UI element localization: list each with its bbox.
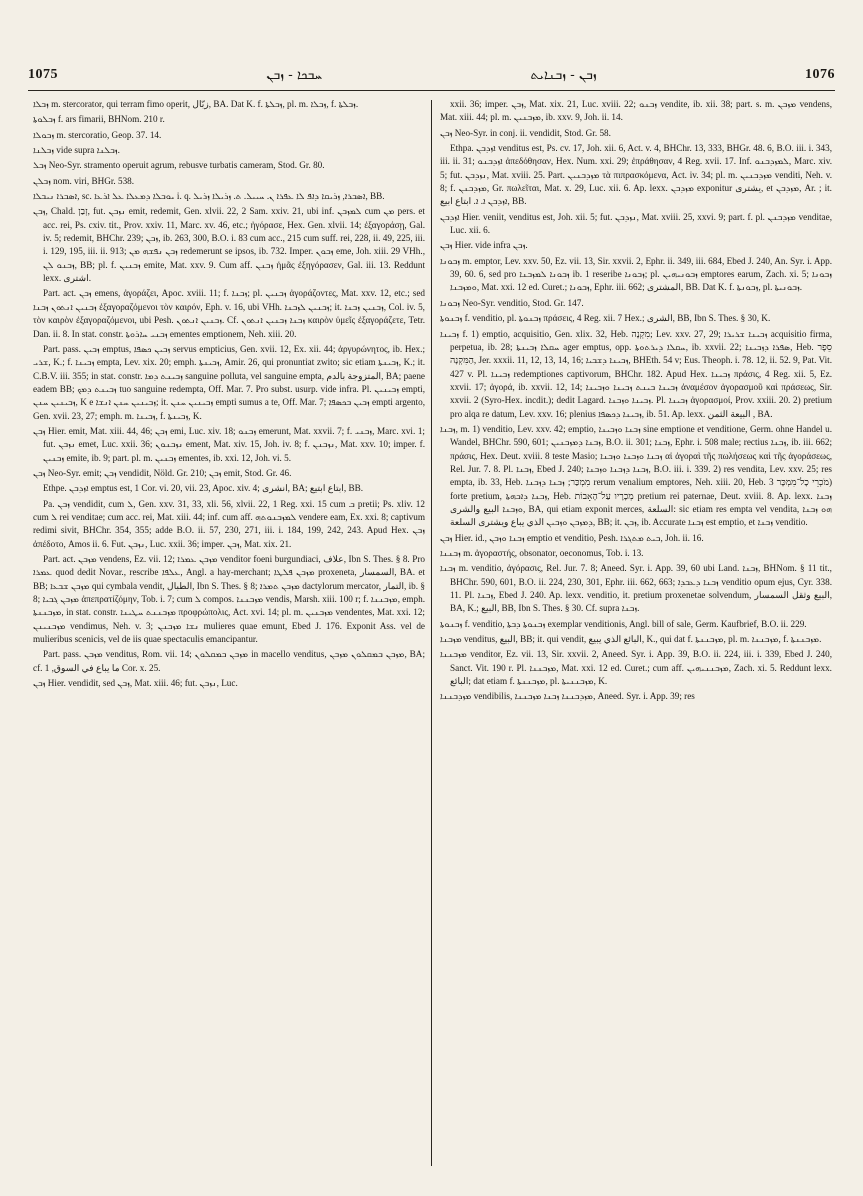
dictionary-entry: ܙܒܢܢܐ m. ἀγοραστής, obsonator, oeconomus, Tob. i. 13. <box>440 548 644 558</box>
dictionary-entry: ܙܒܢ Neo-Syr. emit; ܙܒܢ vendidit, Nöld. Gr. 210; ܙܒܢ emit, Stod. Gr. 46. <box>33 467 292 478</box>
dictionary-subentry: Part. act. ܡܙܒܢ vendens, Ez. vii. 12; ܡܙܒܢ ܥܡܪܐ venditor foeni burgundiaci, علاف, Ibn S. Thes. § 8. Pro ܥܡܪܐ quod dedit Novar., rescribe ܥܠܦܐ, Angl. a hay-merchant; ܡܙܒܢ ܦܠܛܐ proxeneta, السمسار, BA. et BB; ܡܙܒܢ ܫܒܥܐ qui cymbala vendit, الطبال, Ibn S. Thes. § 8; ܡܙܒܢ ܬܡܪܐ dactylorum mercator, التمار, ib. § 8; ܡܙܒܢ ܓܒܝܐ ἀπεπρατίζόμην, Tob. i. 7; cum ܠ compos. ܡܙܒܢܢܐ vendis, Marsh. xiii. 100 r; f. ܡܙܒܢܢܐ, emph. ܡܙܒܢܢܬܐ, in stat. constr. ܡܙܒܢܢܬ ܚܛܝܢܐ προφρώπολις, Act. xvi. 14; pl. m. ܡܙܒܢܝܢ vendentes, Mat. xxi. 12; ܡܙܒܢܝܢܢ vendimus, Neh. v. 3; ܢܫܐ ܡܙܒܢܢ mulieres quae emunt, Ebed J. 176. Exponit Ass. vel de mulieribus scenicis, vel de iis quae spectaculis emancipantur. <box>33 554 425 645</box>
dictionary-entry: ܙܒܢ Neo-Syr. in conj. ii. vendidit, Stod. Gr. 58. <box>440 127 611 138</box>
dictionary-subentry: Ethpe. ܐܙܕܒܢ emptus est, 1 Cor. vi. 20, vii. 23, Apoc. xiv. 4; انشرى, BA; ابتاع ابتيع, BB. <box>43 483 364 494</box>
dictionary-entry: ܙܒܢ Hier. vendidit, sed ܙܒܢ, Mat. xiii. 46; fut. ܢܙܒܢ, Luc. <box>33 678 238 689</box>
dictionary-entry: ܙܒܠܘܬܐ f. ars fimarii, BHNom. 210 r. <box>33 114 165 125</box>
left-page-number: 1075 <box>28 67 58 82</box>
dictionary-entry: ܡܙܕܒܢܢܐ vendibilis, ܡܙܕܒܢܢܐ ܙܒܢܐ ܡܙܒܢܢܐ, Aneed. Syr. i. App. 39; res <box>440 691 695 702</box>
dictionary-subentry: xxii. 36; imper. ܙܒܢ, Mat. xix. 21, Luc. xviii. 22; ܙܒܢܘ vendite, ib. xii. 38; part. s. m. ܡܙܒܢ vendens, Mat. xiii. 44; pl. m. ܡܙܒܢܝܢ, ib. xxv. 9, Joh. ii. 14. <box>440 99 832 123</box>
right-page-number: 1076 <box>804 67 835 82</box>
right-column <box>440 98 832 1166</box>
dictionary-entry: ܡܙܒܢܢܐ venditor, Ez. vii. 13, Sir. xxvii. 2, Aneed. Syr. i. App. 39, B.O. ii. 224, iii. i. 339, Ebed J. 240, Sanct. Vit. 190 r. Pl. ܡܙܒܢܢܐ, Mat. xxi. 12 ed. Curet.; cum aff. ܡܙܒܢܢܝܗܝܢ, Zach. xi. 5. Reddunt lexx. البائع; dat etiam f. ܡܙܒܢܢܬܐ, pl. ܡܙܒܢܢܝܬܐ, K. <box>440 649 832 687</box>
page-header <box>28 60 835 91</box>
dictionary-entry: ܙܒܢ, Chald. זְבַן, fut. ܢܙܒܢ emit, redemit, Gen. xlvii. 22, 2 Sam. xxiv. 21, ubi inf. ܠܡܙܒܢ cum ܡܢ pers. et acc. rei, Ps. cxiv. tit., Prov. xxiv. 11, Marc. xv. 46, etc.; ἠγόρασε, Hex. Gen. xlvii. 14; ἐξαγοράσῃ, Gal. iv. 5; redemit, BHChr. 239; ܙܒܢ, ib. 263, 300, B.O. i. 83 cum acc., 215 cum suff. rei, 228, ii. 49, 225, iii. i. 129, 195, iii. ii. 913; ܙܒܢ ܢܦܫܗ ܡܢ redemerunt se ipsos, ib. 732. Imper. ܙܒܘܢ eme, Joh. xiii. 29 VHh., ܙܒܢܘ ܠܢ, BB; pl. f. ܙܒܢܝܢ emite, Mat. xxv. 9. Cum aff. ܙܒܢܢ ἡμᾶς ἐξηγόρασεν, Gal. iii. 13. Reddunt lexx. اشترى. <box>33 206 425 284</box>
dictionary-entry: ܙܒܢ Hier. id., ܙܒܢܐ ܘܙܒܢ emptio et venditio, Pesh. ܒܝܬ ܡܬܓܪܐ, Joh. ii. 16. <box>440 532 704 543</box>
left-column <box>33 98 425 1166</box>
dictionary-entry: ܙܒܠܢܐ vide supra ܙܒܠܢܐ. <box>33 145 120 156</box>
right-running-title: ܙܒܢ - ܙܒܢܐܝܬ <box>530 67 597 83</box>
dictionary-entry: ܙܒܢܐ, m. 1) venditio, Lev. xxv. 42; emptio, ܙܒܢܐ ܘܙܒܝܢܐ sine emptione et venditione, Germ. ohne Handel u. Wandel, BHChr. 590, 601; ܙܒܢܐ ܕܡܙܒܢܝܢ, B.O. ii. 301; ܙܒܢܐ, Ephr. i. 508 male; rectius ܙܒܢܐ, ib. iii. 662; πράσις, Hex. Deut. xviii. 8 teste Masio; ܙܒܢܐ ܘܙܒܢܐ ܘܙܒܢܐ αἱ ἀγοραὶ τῆς πωλήσεως καὶ τῆς ἀγοράσεως, Rel. Jur. 7. 8. Pl. ܙܒܢܐ, Ebed J. 240; ܙܒܢܐ ܕܙܒܢܐ ܘܙܒܢܐ, B.O. iii. i. 339. 2) res vendita, Lev. xxv. 25; res empta, ib. 33, Heb. מִמְכַּר; ܙܒܢܐ ܕܙܒܢܐ rerum venalium emptores, Neh. xiii. 20, Heb. מֹכְרֵי כָל־מִמְכָּר 3) forte pretium, ܙܒܢܐ ܕܐܒܗܬܐ, Heb. מְכָרָיו עַל־הָאָבוֹת pretium rei paternae, Deut. xviii. 8. Ap. lexx. ܙܒܢܐ ܘܙܒܢܐ البيع والشرى, BA, qui etiam exponit merces, السلعة: sic etiam res empta vel vendita, ܗܘ ܙܒܢܐ ܕܡܙܒܢ ܘܙܒܝܢ الذي يباع ويشترى السلعة, BB; it. ܙܒܢ, ib. Accurate ܙܒܢܐ est emptio, et ܙܒܢܐ venditio. <box>440 423 832 528</box>
dictionary-entry: ܙܒܝܢܐ f. 1) emptio, acquisitio, Gen. xlix. 32, Heb. מִקְנָה; Lev. xxv. 27, 29; ܙܒܝܢܐ ܫܪܝܪܐ acquisitio firma, perpetua, ib. 28; ܚܩܠܐ ܙܒܝܢܬܐ ager emptus, opp. ܚܩܠܐ ܕܝܪܬܘܬܐ, ib. xxvii. 22; ܣܦܪܐ ܕܙܒܝܢܐ, Heb. סֵפֶר הַמִּקְנָה, Jer. xxxii. 11, 12, 13, 14, 16; ܙܒܝܢܐ ܕܫܒܝܐ, BHEth. 54 v; Eus. Theoph. i. 78. 12, ii. 52. 9, Pat. Vit. 427 v. Pl. ܙܒܝܢܐ redemptiones captivorum, BHChr. 182. Apud Hex. ܙܒܝܢܐ πράσις, 4 Reg. xii. 5, Ez. xxvii. 17; ἀγορά, ib. xxvii. 12, 14; ܙܒܝܢܐ ܒܝܢܬ ܙܒܝܢܐ ܘܙܒܝܢܐ ἀναμέσον ἀγορασμοῦ καὶ πράσεως, Sir. xxvii. 2 (Syro-Hex. incdit.); dedit Lagard. ܙܒܝܢܐ ܘܙܒܢܐ. Pl. ܙܒܝܢܐ ἀγορασμοί, Prov. xxiii. 20. 2) pretium pro alqa re datum, Lev. xxv. 16; plenius ܙܒܝܢܐ ܕܟܣܦܐ, ib. 51. Ap. lexx. البيعة الثمن , BA. <box>440 328 832 419</box>
dictionary-entry: ܙܒܢܐ m. venditio, ἀγόρασις, Rel. Jur. 7. 8; Aneed. Syr. i. App. 39, 60 ubi Land. ܙܒܢܐ, BHNom. § 11 tit., BHChr. 590, 601, B.O. ii. 224, 230, 301, Ephr. iii. 662, 663; ܙܒܢܐ ܕܥܒܕܐ venditio opum ejus, Cyr. 338. 11. Pl. ܙܒܢܐ, Ebed J. 240. Ap. lexx. venditio, it. pretium proxenetae solvendum, البيع وثقل السمسار, BA, K.; البيع, BB, Ibn S. Thes. § 30. Cf. supra ܙܒܢܐ. <box>440 563 832 614</box>
dictionary-entry: ܙܒܠ Neo-Syr. stramento operuit agrum, rebusve turbatis cameram, Stod. Gr. 80. <box>33 160 325 171</box>
dictionary-entry: ܐܣܒܪܐ ܢܝܒܠܐ, sc. ܝܘܒܠܐ ܕܡܥܠܐ ܥܠ ܐܪܥܐ i. q. ܐܣܒܪܐ, ܙܪܝܩܐ ܕܐܦ ܠܐ ܥܦܪܐ ܢ. ܚܝܝܠ. ܬ. ܙܪܝܠܐ ܙܪܝܠ, BB. <box>33 191 385 202</box>
dictionary-entry: ܙܒܢ Hier. emit, Mat. xiii. 44, 46; ܙܒܢ emi, Luc. xiv. 18; ܙܒܢܘ emerunt, Mat. xxvii. 7; f. ܙܒܢܝ, Marc. xvi. 1; fut. ܢܙܒܢ emet, Luc. xxii. 36; ܢܙܒܢܘܢ ement, Mat. xiv. 15, Joh. iv. 8; f. ܢܙܒܢܢ, Mat. xxv. 10; imper. f. ܙܒܢܝܢ emite, ib. 9; part. pl. m. ܙܒܢܝܢ ementes, ib. xxi. 12, Joh. vi. 5. <box>33 425 425 463</box>
dictionary-entry: ܙܒܢ Hier. vide infra ܙܒܢ. <box>440 240 528 251</box>
dictionary-entry: ܐܙܕܒܢ Hier. veniit, venditus est, Joh. xii. 5; fut. ܢܙܕܒܢ, Mat. xviii. 25, xxvi. 9; part. f. pl. ܡܙܕܒܢܢ venditae, Luc. xii. 6. <box>440 211 832 236</box>
dictionary-entry: ܡܙܒܢܐ venditus, البيع, BB; it. qui vendit, البائع الذي يبيع, K., qui dat f. ܡܙܒܢܢܬܐ, pl. m. ܡܙܒܢܢܐ, f. ܡܙܒܢܢܬܐ. <box>440 634 822 645</box>
dictionary-entry: ܙܒܘܢܐ m. emptor, Lev. xxv. 50, Ez. vii. 13, Sir. xxvii. 2, Ephr. ii. 349, iii. 684, Ebed J. 240, An. Syr. i. App. 39, 60. 6, sed pro ܙܒܘܢܐ ܠܡܙܒܢܐ ib. 1 reseribe ܙܒܘܢܐ; pl. ܙܒܘܢܝܗܝܢ emptores earum, Zach. xi. 5; ܙܒܘܢܐ ܘܡܙܒܢܐ, Mat. xxi. 12 ed. Curet.; ܙܒܘܢܐ, Ephr. iii. 662; المشترى, BB. Dat K. f. ܙܒܘܢܬܐ, pl. ܙܒܘܢܝܬܐ. <box>440 255 832 293</box>
left-running-title: ܚܒܟܐ - ܙܒܢ <box>266 67 323 83</box>
dictionary-subentry: Part. pass. ܙܒܝܢ emptus, ܙܒܝܢ ܟܣܦܐ servus empticius, Gen. xvii. 12, Ex. xii. 44; ἀργυρώνητος, ib. Hex.; ܫܪܝ, K.; f. ܙܒܝܢܐ empta, Lev. xix. 20; emph. ܙܒܝܢܬܐ, Amir. 26, qui pronuntiat zwito; sic etiam ܙܒܝܢܬܐ, K.; it. C.B.V. iii. 355; in stat. constr. ܙܒܝܢܬ ܕܡܐ sanguine polluta, vel sanguine empta, المتزوجة بالدم, BA; paene eadem BB; ܙܒܝܢܬ ܕܡܟ tuo sanguine redempta, Off. Mar. 7. Pro subst. usurp. vide infra. Pl. ܙܒܝܢܝܢ empti, ܙܒܝܢܝܢ ܚܢܢ, K e ܙܒܝܢܝܢ ܚܢܢ ܐܢܫܐ; it. ܙܒܝܢܝܢ ܚܢܢ empti sumus a te, Off. Mar. 7; ܙܒܝܢ ܒܟܣܦܐ empti argento, Gen. xvii. 23, 27; emph. m. ܙܒܝܢܐ, f. ܙܒܝܢܬܐ, K. <box>33 343 425 421</box>
dictionary-subentry: Part. pass. ܡܙܒܢ venditus, Rom. vii. 14; ܡܙܒܢ ܒܡܩܠܘܢ in macello venditus, ܡܙܒܢ ܒܡܩܠܘܢ ܡܙܒܢ, BA; cf. ما يباع في السوق, 1 Cor. x. 25. <box>33 649 425 673</box>
dictionary-entry: ܙܒܘܢܐ Neo-Syr. venditio, Stod. Gr. 147. <box>440 297 584 308</box>
dictionary-entry: ܙܒܠܢ nom. viri, BHGr. 538. <box>33 175 135 186</box>
dictionary-subentry: Pa. ܙܒܢ vendidit, cum ܠ, Gen. xxv. 31, 33, xli. 56, xlvii. 22, 1 Reg. xxi. 15 cum ܒ pretii; Ps. xliv. 12 cum ܠ rei venditae; cum acc. rei, Mat. xiii. 44; inf. cum aff. ܠܡܙܒܢܘܬܗ vendere eam, Ex. xxi. 8; captivum redimi sivit, BHChr. 354, 355; adde B.O. ii. 57, 230, 271, iii. i. 184, 199, 242, 243. Apud Hex. ܙܒܢ ἀπέδοτο, Amos ii. 6. Fut. ܢܙܒܢ, Luc. xxii. 36; imper. ܙܒܢ, Mat. xix. 21. <box>33 498 425 549</box>
column-divider <box>431 100 432 1166</box>
dictionary-entry: ܙܒܢܘܬܐ f. venditio, ܙܒܢܘܬܐ ܕܒܬܐ exemplar venditionis, Angl. bill of sale, Germ. Kaufbrief, B.O. ii. 229. <box>440 618 807 629</box>
dictionary-entry: ܙܒܠܐ m. stercorator, qui terram fimo operit, زبّال, BA. Dat K. f. ܙܒܠܬܐ, pl. m. ܙܒܠܐ, f. ܙܒܠܬܐ. <box>33 99 359 109</box>
dictionary-subentry: Ethpa. ܐܙܕܒܢ venditus est, Ps. cv. 17, Joh. xii. 6, Act. v. 4, BHChr. 13, 333, BHGr. 48. 6, B.O. iii. i. 343, iii. ii. 31; ܐܙܕܒܢܘ ἀπεδόθησαν, Hex. Num. xxi. 29; ἐπράθησαν, 4 Reg. xvii. 17. Inf. ܠܡܙܕܒܢܘ, Marc. xiv. 5; fut. ܢܙܕܒܢ, Mat. xviii. 25. Part. ܡܙܕܒܢܝܢ τὰ πιπρασκόμενα, Act. iv. 34; pl. m. ܡܙܕܒܢܝܢ venditi, Neh. v. 8; f. ܡܙܕܒܢܢ, Gr. πωλεῖται, Mat. x. 29, Luc. xii. 6. Ap. lexx. ܡܙܕܒܢ exponitur يشترى, et ܡܙܕܒܢ, Ar. ; it. ܐܙܕܒܢ ܐ. ܐ. ابتاع ابيع, BB. <box>440 143 832 207</box>
dictionary-entry: ܙܒܘܠܐ m. stercoratio, Geop. 37. 14. <box>33 129 162 140</box>
dictionary-entry: ܙܒܢܘܬܐ f. venditio, pl. ܙܒܢܘܬܐ πράσεις, 4 Reg. xii. 7 Hex.; الشرى, BB, Ibn S. Thes. § 30, K. <box>440 313 771 324</box>
dictionary-subentry: Part. act. ܙܒܢ emens, ἀγοράζει, Apoc. xviii. 11; f. ܙܒܢܐ; pl. ܙܒܢܝܢ ἀγοράζοντες, Mat. xxv. 12, etc.; sed ܙܒܢܝܢ ܐܢܬܘܢ ܙܒܢܐ ἐξαγοραζόμενοι τὸν καιρόν, Eph. v. 16, ubi VHh. ܙܒܢܝܢ ܠܙܒܢܐ; it. ܙܒܢܝܢ ܙܒܢܐ, Col. iv. 5, τὸν καιρὸν ἐξαγοραζόμενοι, ubi Pesh. ܙܒܢܝܢ ܐܢܬܘܢ. Cf. ܙܒܢܐ ܙܒܢܝܢ ܐܢܬܘܢ καιρὸν ὑμεῖς ἐξαγοράζετε, Tetr. Dan. ii. 8. In stat. constr. ܙܒܢܝ ܚܐܪܘܬܐ ementes emptionem, Neh. xiii. 20. <box>33 288 425 339</box>
